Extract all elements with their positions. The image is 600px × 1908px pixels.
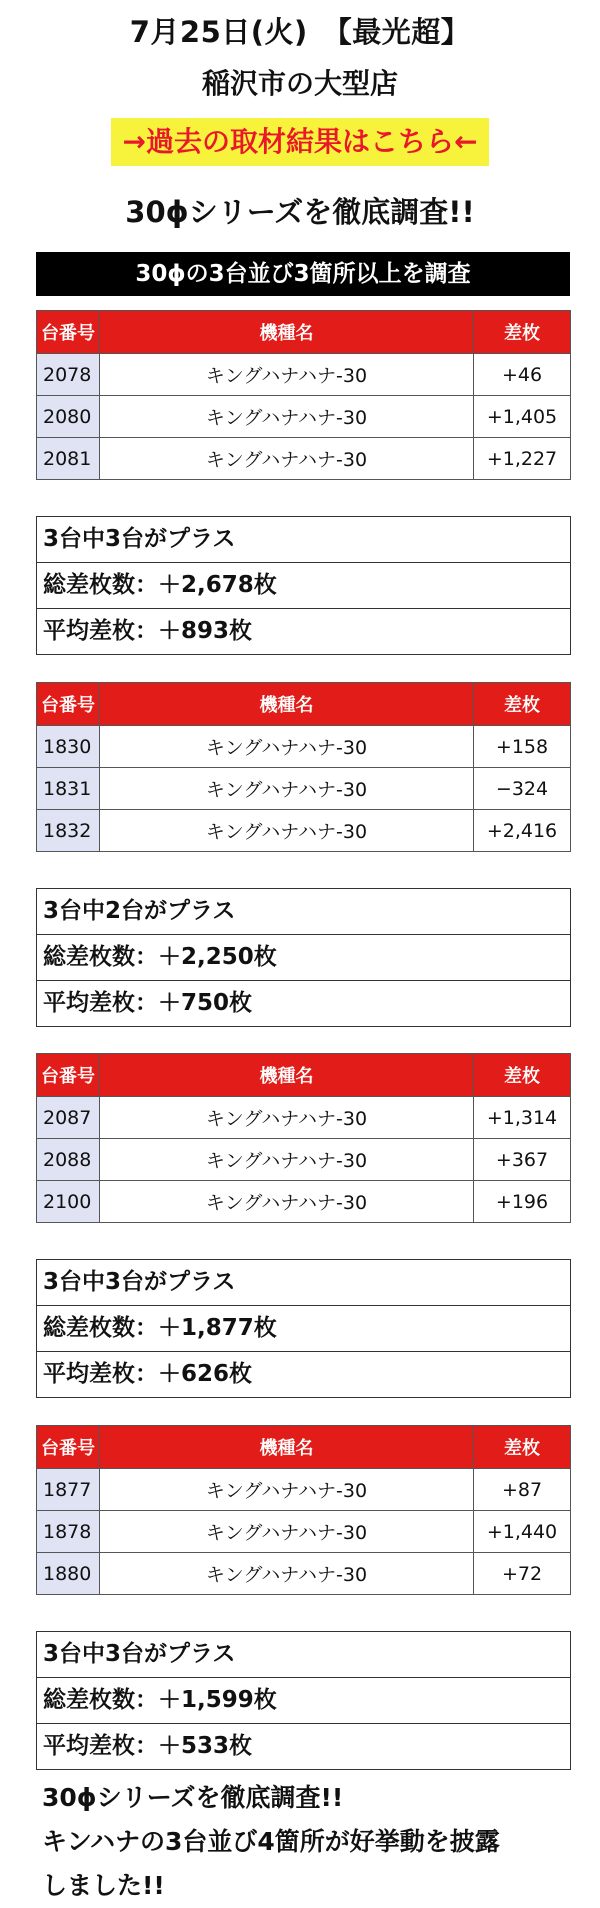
- table-row: [37, 1553, 571, 1595]
- survey-banner: 30ϕの3台並び3箇所以上を調査: [36, 252, 570, 296]
- machine-model: キングハナハナ-30: [100, 1181, 474, 1223]
- table-row: [37, 1181, 571, 1223]
- summary-box-4: [36, 1631, 571, 1770]
- col-header-model: 機種名: [100, 311, 474, 354]
- average-diff: 平均差枚：＋533枚: [37, 1723, 570, 1769]
- col-header-model: 機種名: [100, 683, 474, 726]
- plus-count: 3台中3台がプラス: [43, 1269, 236, 1295]
- machine-number: 2081: [37, 438, 100, 480]
- summary-box-3: [36, 1259, 571, 1398]
- machine-diff: +1,227: [474, 438, 571, 480]
- machine-number: 2080: [37, 396, 100, 438]
- machine-model: キングハナハナ-30: [100, 396, 474, 438]
- table-row: [37, 354, 571, 396]
- past-results-link[interactable]: →過去の取材結果はこちら←: [111, 118, 490, 166]
- machine-model: キングハナハナ-30: [100, 768, 474, 810]
- machine-number: 1880: [37, 1553, 100, 1595]
- total-diff: 総差枚数：＋1,599枚: [37, 1677, 570, 1723]
- total-diff: 総差枚数：＋2,250枚: [37, 934, 570, 980]
- machine-table-3: [36, 1053, 571, 1223]
- machine-diff: +1,440: [474, 1511, 571, 1553]
- table-row: [37, 438, 571, 480]
- col-header-number: 台番号: [37, 1426, 100, 1469]
- table-row: [37, 396, 571, 438]
- table-row: [37, 768, 571, 810]
- plus-count: 3台中2台がプラス: [43, 898, 236, 924]
- machine-diff: −324: [474, 768, 571, 810]
- summary-box-1: [36, 516, 571, 655]
- col-header-diff: 差枚: [474, 1054, 571, 1097]
- machine-model: キングハナハナ-30: [100, 1511, 474, 1553]
- machine-diff: +1,314: [474, 1097, 571, 1139]
- machine-number: 1831: [37, 768, 100, 810]
- machine-number: 2078: [37, 354, 100, 396]
- machine-diff: +367: [474, 1139, 571, 1181]
- machine-diff: +72: [474, 1553, 571, 1595]
- machine-table-1: [36, 310, 571, 480]
- col-header-number: 台番号: [37, 683, 100, 726]
- table-row: [37, 1097, 571, 1139]
- date-title: 7月25日(火) 【最光超】: [129, 15, 471, 49]
- machine-number: 2088: [37, 1139, 100, 1181]
- closing-text: [42, 1776, 572, 1908]
- machine-model: キングハナハナ-30: [100, 1469, 474, 1511]
- machine-diff: +196: [474, 1181, 571, 1223]
- past-results-link-wrap: [0, 118, 600, 166]
- store-name: 稲沢市の大型店: [201, 67, 398, 100]
- summary-box-2: [36, 888, 571, 1027]
- col-header-model: 機種名: [100, 1054, 474, 1097]
- machine-diff: +46: [474, 354, 571, 396]
- col-header-number: 台番号: [37, 1054, 100, 1097]
- machine-model: キングハナハナ-30: [100, 438, 474, 480]
- series-heading: 30ϕシリーズを徹底調査!!: [125, 195, 475, 229]
- col-header-diff: 差枚: [474, 683, 571, 726]
- machine-model: キングハナハナ-30: [100, 1097, 474, 1139]
- machine-diff: +87: [474, 1469, 571, 1511]
- machine-number: 1830: [37, 726, 100, 768]
- table-row: [37, 726, 571, 768]
- machine-number: 1878: [37, 1511, 100, 1553]
- table-row: [37, 1511, 571, 1553]
- machine-number: 2100: [37, 1181, 100, 1223]
- closing-line-1: 30ϕシリーズを徹底調査!!: [42, 1783, 344, 1812]
- total-diff: 総差枚数：＋1,877枚: [37, 1305, 570, 1351]
- total-diff: 総差枚数：＋2,678枚: [37, 562, 570, 608]
- machine-number: 1877: [37, 1469, 100, 1511]
- machine-number: 1832: [37, 810, 100, 852]
- machine-model: キングハナハナ-30: [100, 1553, 474, 1595]
- average-diff: 平均差枚：＋750枚: [37, 980, 570, 1026]
- machine-model: キングハナハナ-30: [100, 726, 474, 768]
- col-header-diff: 差枚: [474, 311, 571, 354]
- machine-number: 2087: [37, 1097, 100, 1139]
- average-diff: 平均差枚：＋893枚: [37, 608, 570, 654]
- machine-model: キングハナハナ-30: [100, 354, 474, 396]
- table-row: [37, 810, 571, 852]
- machine-diff: +158: [474, 726, 571, 768]
- average-diff: 平均差枚：＋626枚: [37, 1351, 570, 1397]
- table-row: [37, 1139, 571, 1181]
- plus-count: 3台中3台がプラス: [43, 526, 236, 552]
- col-header-number: 台番号: [37, 311, 100, 354]
- col-header-model: 機種名: [100, 1426, 474, 1469]
- table-row: [37, 1469, 571, 1511]
- closing-line-2: キンハナの3台並び4箇所が好挙動を披露: [42, 1827, 500, 1856]
- machine-diff: +2,416: [474, 810, 571, 852]
- machine-table-2: [36, 682, 571, 852]
- col-header-diff: 差枚: [474, 1426, 571, 1469]
- machine-diff: +1,405: [474, 396, 571, 438]
- machine-model: キングハナハナ-30: [100, 810, 474, 852]
- machine-table-4: [36, 1425, 571, 1595]
- machine-model: キングハナハナ-30: [100, 1139, 474, 1181]
- plus-count: 3台中3台がプラス: [43, 1641, 236, 1667]
- closing-line-3: しました!!: [42, 1871, 165, 1900]
